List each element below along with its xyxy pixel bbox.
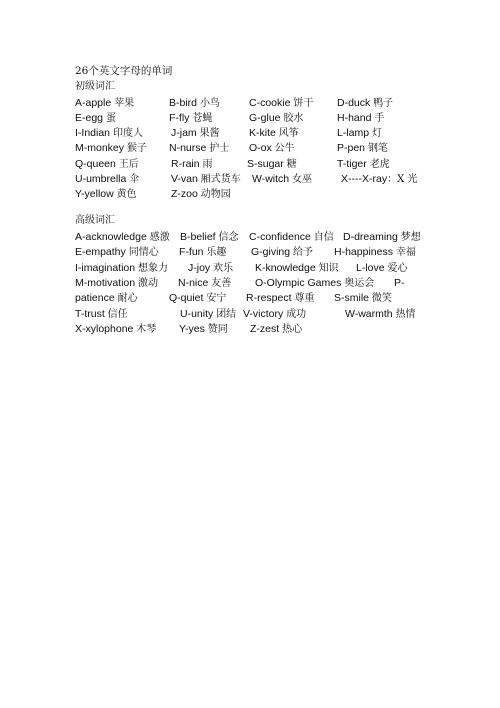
word-entry: M-monkey 猴子 bbox=[75, 142, 147, 155]
page-title: 26个英文字母的单词 bbox=[75, 65, 173, 77]
advanced-vocabulary-heading: 高级词汇 bbox=[75, 215, 115, 226]
word-entry: L-love 爱心 bbox=[356, 261, 408, 274]
word-entry: E-empathy 同情心 bbox=[75, 246, 159, 259]
word-entry: D-dreaming 梦想 bbox=[343, 231, 421, 243]
word-entry: P- bbox=[394, 276, 405, 289]
word-entry: M-motivation 激动 bbox=[75, 276, 159, 289]
word-entry: K-knowledge 知识 bbox=[255, 261, 339, 274]
word-row bbox=[75, 244, 480, 260]
word-entry: E-egg 蛋 bbox=[75, 111, 116, 124]
word-entry: J-jam 果酱 bbox=[171, 127, 220, 140]
word-entry: X----X-ray：X 光 bbox=[341, 173, 418, 185]
word-row bbox=[75, 275, 480, 291]
word-row bbox=[75, 306, 480, 322]
word-entry: I-imagination 想象力 bbox=[75, 261, 169, 274]
word-row bbox=[75, 171, 480, 187]
word-entry: Z-zoo 动物园 bbox=[171, 188, 231, 201]
word-entry: A-apple 苹果 bbox=[75, 96, 135, 109]
word-entry: F-fun 乐趣 bbox=[179, 246, 227, 259]
word-entry: R-respect 尊重 bbox=[246, 292, 315, 305]
word-entry: G-giving 给予 bbox=[251, 246, 314, 259]
word-entry: Q-queen 王后 bbox=[75, 157, 139, 170]
word-entry: N-nice 友善 bbox=[178, 276, 232, 289]
word-row bbox=[75, 140, 480, 156]
word-entry: O-ox 公牛 bbox=[249, 142, 295, 155]
word-entry: S-smile 微笑 bbox=[334, 292, 392, 305]
word-entry: P-pen 钢笔 bbox=[337, 142, 388, 155]
word-row bbox=[75, 110, 480, 126]
word-entry: patience 耐心 bbox=[75, 292, 138, 305]
word-entry: U-unity 团结 bbox=[180, 307, 237, 320]
word-entry: D-duck 鸭子 bbox=[337, 96, 394, 109]
word-entry: R-rain 雨 bbox=[171, 157, 213, 170]
word-entry: C-confidence 自信 bbox=[249, 231, 334, 243]
word-entry: T-trust 信任 bbox=[75, 307, 128, 320]
word-row bbox=[75, 290, 480, 306]
word-entry: O-Olympic Games 奥运会 bbox=[255, 276, 375, 289]
basic-vocabulary-heading: 初级词汇 bbox=[75, 81, 115, 92]
word-entry: H-hand 手 bbox=[337, 111, 385, 124]
word-entry: W-witch 女巫 bbox=[252, 173, 313, 185]
word-entry: T-tiger 老虎 bbox=[337, 157, 390, 170]
word-entry: N-nurse 护士 bbox=[169, 142, 230, 155]
word-row bbox=[75, 95, 480, 111]
word-entry: L-lamp 灯 bbox=[337, 127, 383, 140]
word-entry: X-xylophone 木琴 bbox=[75, 322, 157, 335]
word-row bbox=[75, 229, 480, 245]
word-entry: V-victory 成功 bbox=[243, 307, 307, 320]
word-entry: Y-yes 赞同 bbox=[179, 322, 228, 335]
word-row bbox=[75, 125, 480, 141]
word-row bbox=[75, 260, 480, 276]
word-entry: W-warmth 热情 bbox=[345, 307, 416, 320]
word-entry: S-sugar 糖 bbox=[247, 157, 297, 170]
word-entry: Q-quiet 安宁 bbox=[169, 292, 227, 305]
word-entry: G-glue 胶水 bbox=[249, 111, 304, 124]
word-entry: V-van 厢式货车 bbox=[171, 173, 241, 185]
word-entry: J-joy 欢乐 bbox=[188, 261, 234, 274]
word-entry: K-kite 风筝 bbox=[249, 127, 299, 140]
word-entry: U-umbrella 伞 bbox=[75, 173, 140, 185]
word-row bbox=[75, 186, 480, 202]
word-row bbox=[75, 321, 480, 337]
word-entry: F-fly 苍蝇 bbox=[169, 111, 213, 124]
word-entry: H-happiness 幸福 bbox=[334, 246, 416, 259]
word-row bbox=[75, 156, 480, 172]
word-entry: I-Indian 印度人 bbox=[75, 127, 143, 140]
word-entry: Y-yellow 黄色 bbox=[75, 188, 137, 201]
word-entry: A-acknowledge 感激 bbox=[75, 231, 170, 243]
word-entry: C-cookie 饼干 bbox=[249, 96, 314, 109]
word-entry: B-bird 小鸟 bbox=[169, 96, 220, 109]
word-entry: Z-zest 热心 bbox=[250, 322, 303, 335]
word-entry: B-belief 信念 bbox=[180, 231, 239, 243]
